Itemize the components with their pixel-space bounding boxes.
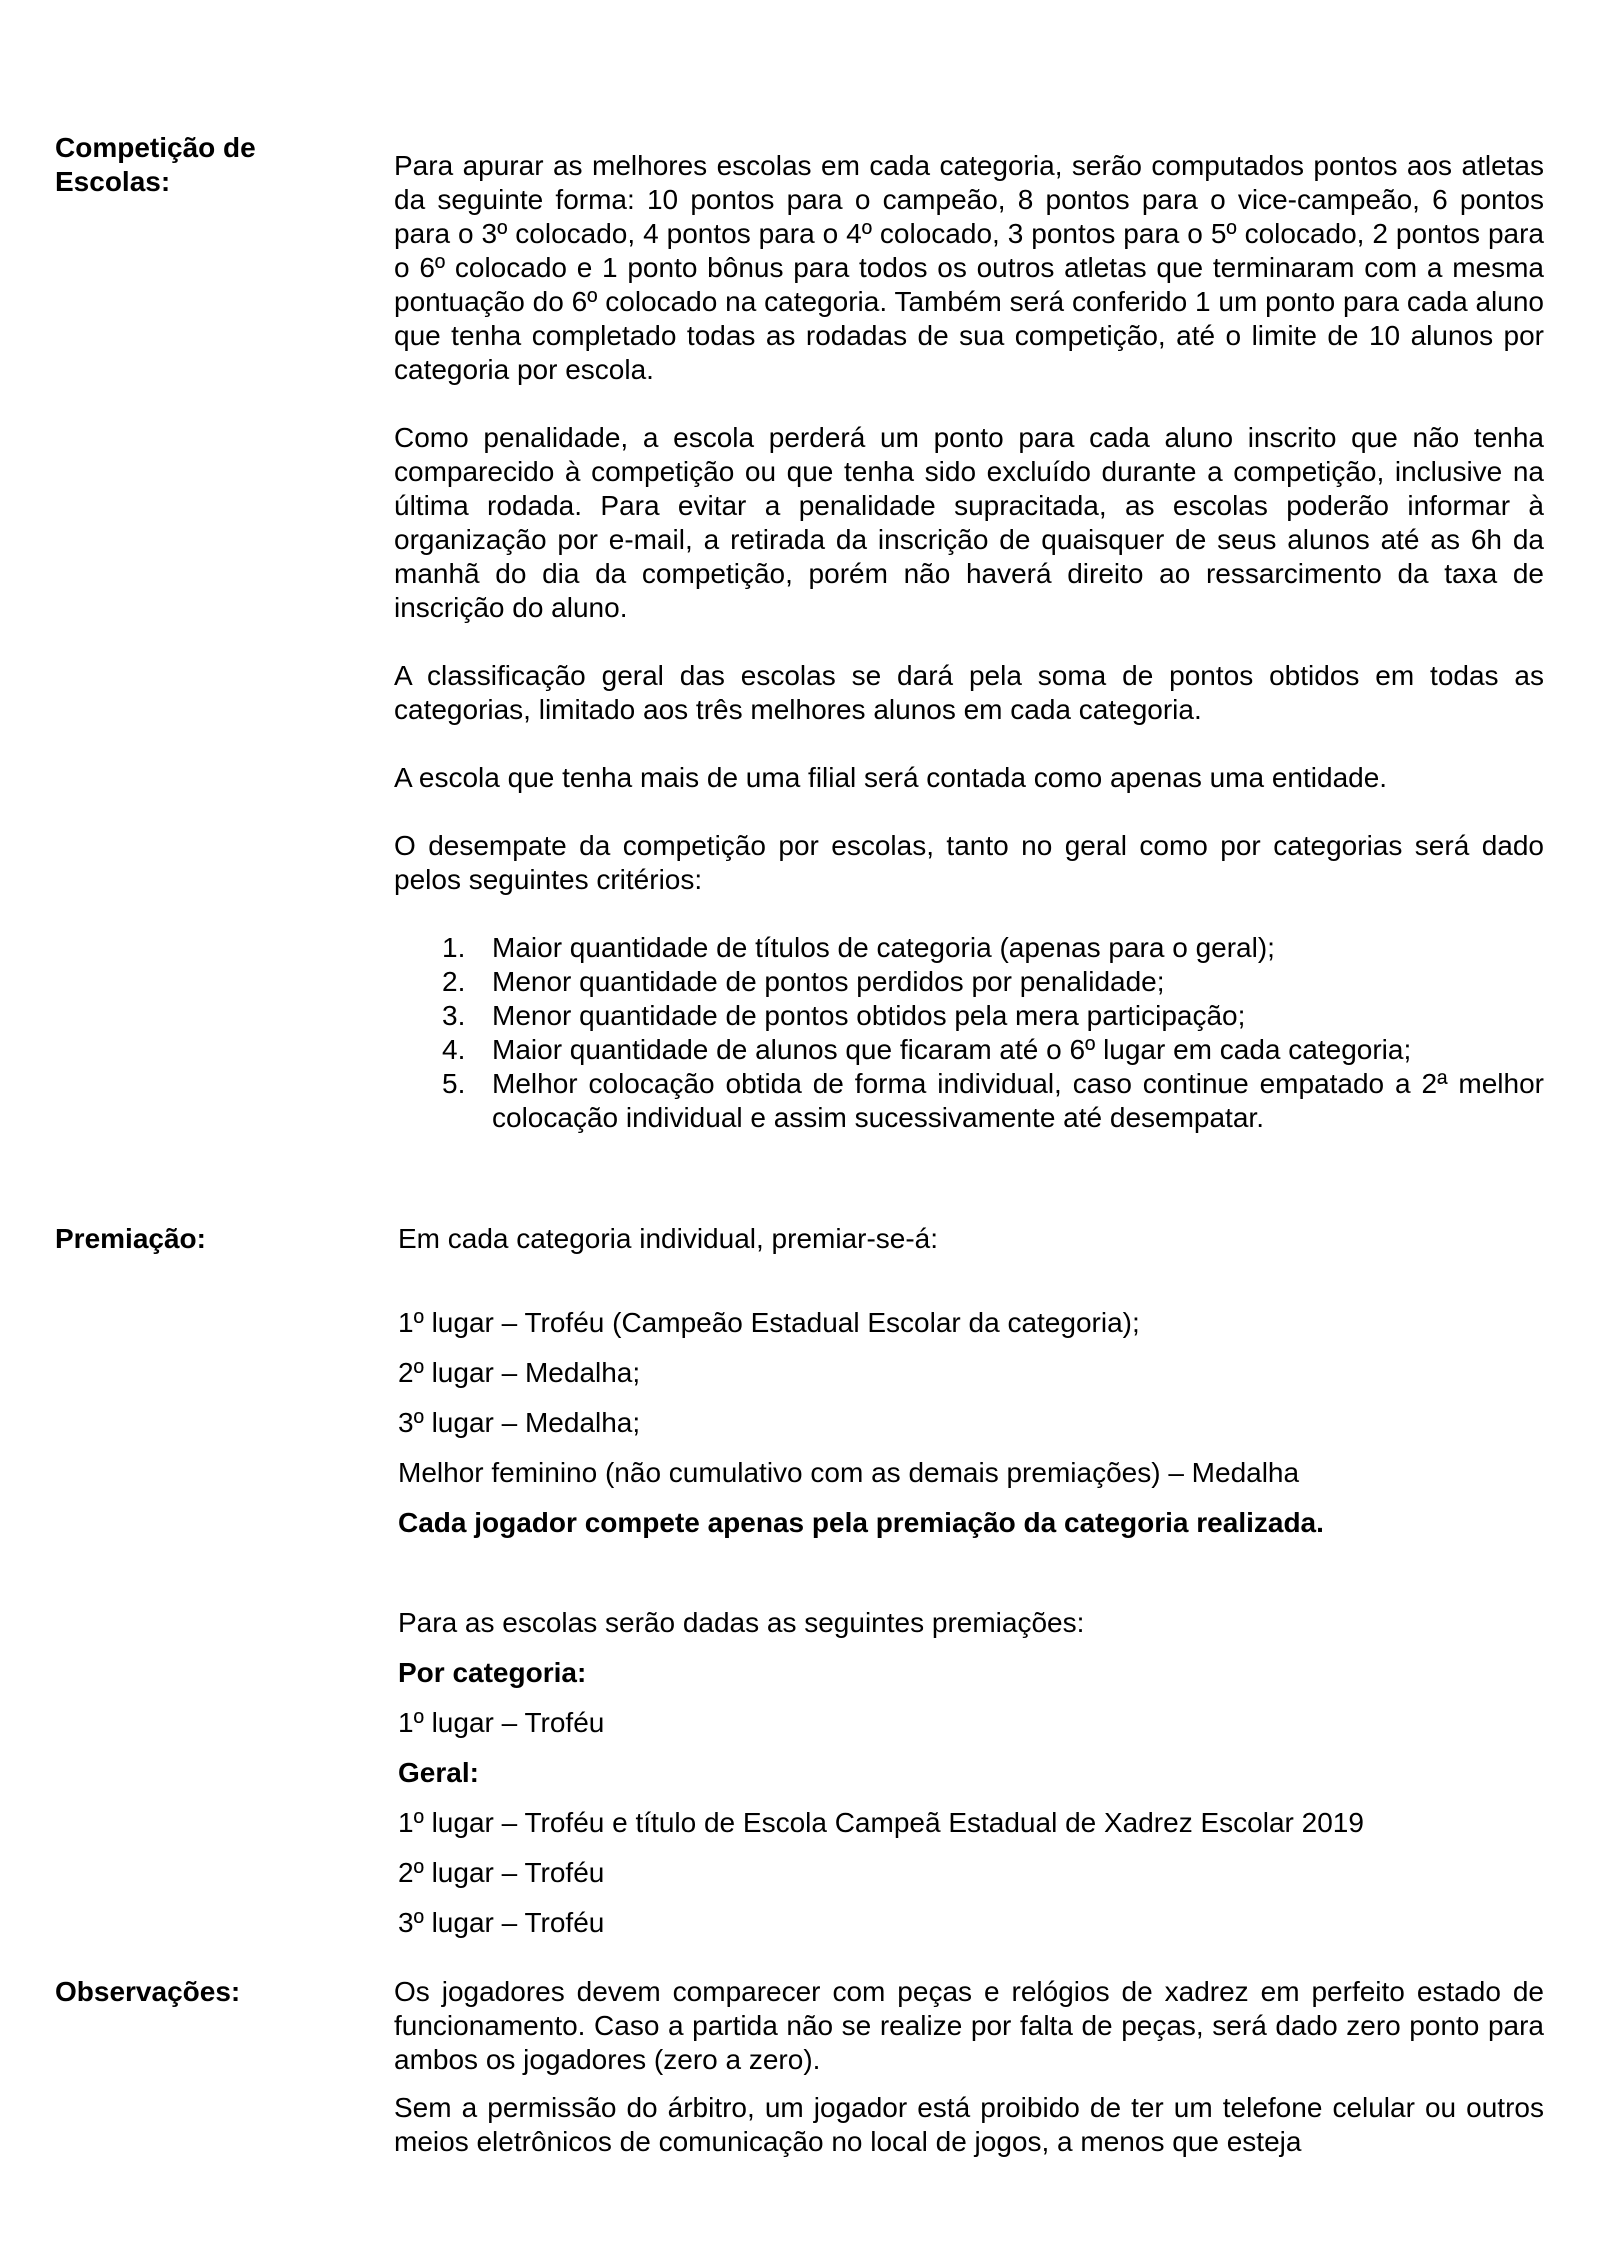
list-item: 1. Maior quantidade de títulos de categoria (apenas para o geral); (442, 932, 1275, 963)
paragraph: A escola que tenha mais de uma filial será contada como apenas uma entidade. (394, 762, 1388, 793)
paragraph: A classificação geral das escolas se dará pela soma de pontos obtidos em todas as categorias, limitado aos três melhores alunos em cada categoria. (394, 660, 1544, 725)
prize-line: 3º lugar – Troféu (398, 1907, 605, 1938)
prize-line: 1º lugar – Troféu e título de Escola Campeã Estadual de Xadrez Escolar 2019 (398, 1807, 1364, 1838)
list-item: 3. Menor quantidade de pontos obtidos pela mera participação; (442, 1000, 1246, 1031)
prize-line: Melhor feminino (não cumulativo com as demais premiações) – Medalha (398, 1457, 1300, 1488)
geral-heading: Geral: (398, 1757, 479, 1788)
section-label-observacoes: Observações: (55, 1976, 241, 2007)
section-content-premiacao (398, 1222, 1548, 1956)
prize-line: 3º lugar – Medalha; (398, 1407, 641, 1438)
paragraph: Sem a permissão do árbitro, um jogador está proibido de ter um telefone celular ou outros meios eletrônicos de comunicação no local de jogos, a menos que esteja (394, 2092, 1544, 2157)
section-content-competicao (394, 149, 1544, 1135)
prize-line: 1º lugar – Troféu (Campeão Estadual Escolar da categoria); (398, 1307, 1140, 1338)
section-label-competicao: Competição de Escolas: (55, 132, 256, 197)
prize-line: 2º lugar – Medalha; (398, 1357, 641, 1388)
section-content-observacoes (394, 1975, 1544, 2193)
premiacao-note: Cada jogador compete apenas pela premiação da categoria realizada. (398, 1507, 1324, 1538)
list-item: 4. Maior quantidade de alunos que ficaram até o 6º lugar em cada categoria; (442, 1034, 1412, 1065)
paragraph: Para apurar as melhores escolas em cada categoria, serão computados pontos aos atletas da seguinte forma: 10 pontos para o campeão, 8 pontos para o vice-campeão, 6 pontos para o 3º colocado, 4 pontos para o 4º colocado, 3 pontos para o 5º colocado, 2 pontos para o 6º colocado e 1 ponto bônus para todos os outros atletas que terminaram com a mesma pontuação do 6º colocado na categoria. Também será conferido 1 um ponto para cada aluno que tenha completado todas as rodadas de sua competição, até o limite de 10 alunos por categoria por escola. (394, 150, 1544, 385)
premiacao-intro: Em cada categoria individual, premiar-se-á: (398, 1223, 939, 1254)
paragraph: Os jogadores devem comparecer com peças e relógios de xadrez em perfeito estado de funcionamento. Caso a partida não se realize por falta de peças, será dado zero ponto para ambos os jogadores (zero a zero). (394, 1976, 1544, 2075)
prize-line: 1º lugar – Troféu (398, 1707, 605, 1738)
section-label-premiacao: Premiação: (55, 1223, 206, 1254)
paragraph: Como penalidade, a escola perderá um ponto para cada aluno inscrito que não tenha comparecido à competição ou que tenha sido excluído durante a competição, inclusive na última rodada. Para evitar a penalidade supracitada, as escolas poderão informar à organização por e-mail, a retirada da inscrição de quaisquer de seus alunos até as 6h da manhã do dia da competição, porém não haverá direito ao ressarcimento da taxa de inscrição do aluno. (394, 422, 1544, 623)
paragraph: O desempate da competição por escolas, tanto no geral como por categorias será dado pelos seguintes critérios: (394, 830, 1544, 895)
list-item: 5. Melhor colocação obtida de forma individual, caso continue empatado a 2ª melhor colocação individual e assim sucessivamente até desempatar. (442, 1068, 1544, 1133)
list-item: 2. Menor quantidade de pontos perdidos por penalidade; (442, 966, 1165, 997)
tiebreak-criteria-list (394, 931, 1544, 1135)
schools-intro: Para as escolas serão dadas as seguintes premiações: (398, 1607, 1085, 1638)
prize-line: 2º lugar – Troféu (398, 1857, 605, 1888)
por-categoria-heading: Por categoria: (398, 1657, 587, 1688)
